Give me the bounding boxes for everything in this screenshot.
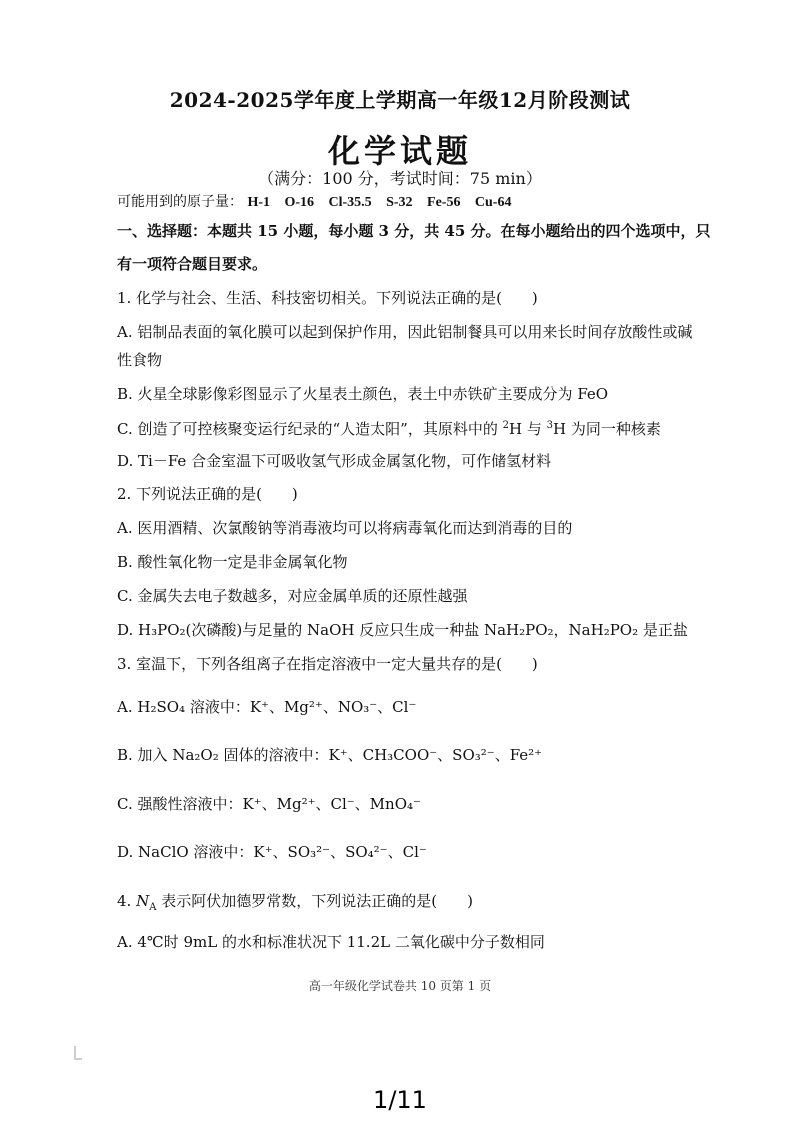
isotope-mass-3: 3 (546, 420, 553, 431)
question-3-option-d: D. NaClO 溶液中：K⁺、SO₃²⁻、SO₄²⁻、Cl⁻ (117, 843, 427, 861)
atomic-masses-label: 可能用到的原子量： (117, 194, 243, 210)
page-number: 1/11 (373, 1086, 427, 1114)
question-2-option-a: A. 医用酒精、次氯酸钠等消毒液均可以将病毒氧化而达到消毒的目的 (117, 519, 573, 537)
atomic-mass-cu: Cu-64 (474, 195, 512, 210)
question-3-stem: 3. 室温下，下列各组离子在指定溶液中一定大量共存的是( ) (117, 655, 538, 673)
atomic-mass-h: H-1 (247, 195, 271, 210)
question-4-stem (117, 891, 473, 911)
atomic-mass-fe: Fe-56 (427, 195, 461, 210)
atomic-mass-cl: Cl-35.5 (328, 195, 372, 210)
avogadro-symbol: N (136, 892, 150, 910)
question-3-option-a: A. H₂SO₄ 溶液中：K⁺、Mg²⁺、NO₃⁻、Cl⁻ (117, 698, 417, 716)
atomic-masses (117, 191, 521, 211)
question-3-option-c: C. 强酸性溶液中：K⁺、Mg²⁺、Cl⁻、MnO₄⁻ (117, 795, 421, 813)
school-title: 2024-2025学年度上学期高一年级12月阶段测试 (169, 88, 631, 112)
question-1-option-a-cont: 性食物 (117, 351, 163, 369)
avogadro-subscript: A (149, 902, 157, 913)
option-c-text-2: H 与 (508, 420, 547, 438)
question-2-option-b: B. 酸性氧化物一定是非金属氧化物 (117, 553, 348, 571)
question-4-number: 4. (117, 892, 137, 910)
section-heading: 一、选择题：本题共 15 小题，每小题 3 分，共 45 分。在每小题给出的四个选项中，只 (117, 222, 711, 240)
option-c-text-3: H 为同一种核素 (552, 420, 661, 438)
option-c-text-1: C. 创造了可控核聚变运行纪录的“人造太阳”，其原料中的 (117, 420, 503, 438)
page-footer: 高一年级化学试卷共 10 页第 1 页 (308, 979, 492, 993)
question-2-stem: 2. 下列说法正确的是( ) (117, 485, 298, 503)
question-1-option-b: B. 火星全球影像彩图显示了火星表土颜色，表土中赤铁矿主要成分为 FeO (117, 385, 609, 403)
question-1-option-d: D. Ti－Fe 合金室温下可吸收氢气形成金属氢化物，可作储氢材料 (117, 452, 552, 470)
question-4-text: 表示阿伏加德罗常数，下列说法正确的是( ) (156, 892, 473, 910)
subject-title: 化学试题 (327, 132, 472, 170)
question-3-option-b: B. 加入 Na₂O₂ 固体的溶液中：K⁺、CH₃COO⁻、SO₃²⁻、Fe²⁺ (117, 746, 543, 764)
question-1-stem: 1. 化学与社会、生活、科技密切相关。下列说法正确的是( ) (117, 289, 538, 307)
atomic-mass-s: S-32 (386, 195, 413, 210)
question-2-option-d: D. H₃PO₂(次磷酸)与足量的 NaOH 反应只生成一种盐 NaH₂PO₂，NaH₂PO₂ 是正盐 (117, 621, 688, 639)
atomic-mass-o: O-16 (284, 195, 315, 210)
question-1-option-a: A. 铝制品表面的氧化膜可以起到保护作用，因此铝制餐具可以用来长时间存放酸性或碱 (117, 323, 693, 341)
question-2-option-c: C. 金属失去电子数越多，对应金属单质的还原性越强 (117, 587, 468, 605)
exam-meta: （满分：100 分，考试时间：75 min） (258, 169, 542, 188)
scan-corner-mark (74, 1046, 82, 1060)
question-4-option-a: A. 4℃时 9mL 的水和标准状况下 11.2L 二氧化碳中分子数相同 (117, 933, 545, 951)
isotope-mass-2: 2 (502, 420, 509, 431)
section-heading-cont: 有一项符合题目要求。 (117, 255, 268, 273)
question-1-option-c (117, 419, 661, 439)
